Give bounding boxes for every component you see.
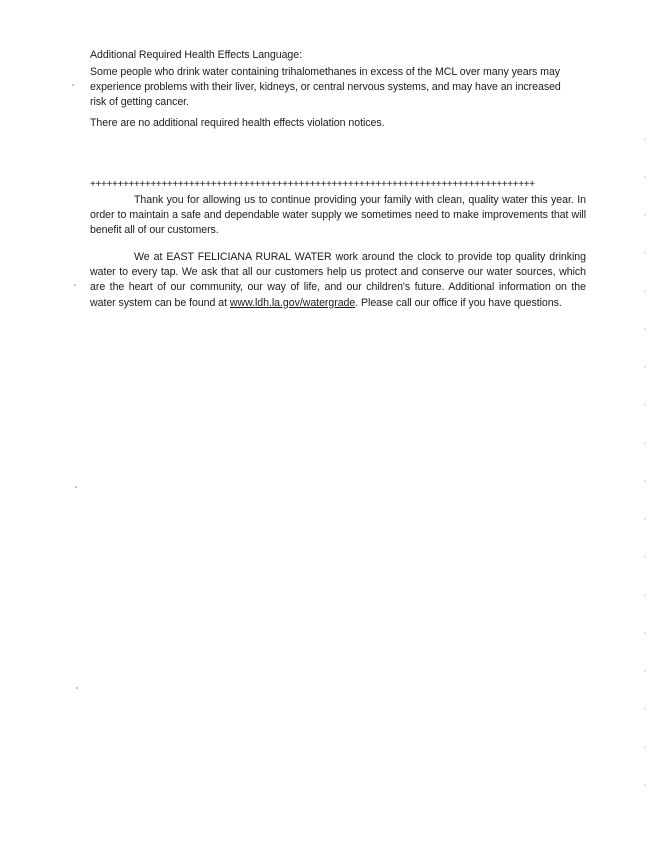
scan-speck [75, 486, 77, 488]
no-violations-notice: There are no additional required health effects violation notices. [90, 117, 385, 129]
plus-sign-divider: +++++++++++++++++++++++++++++++++++++++++++++++++++++++++++++++++++++++++++++++++ [90, 179, 535, 190]
watergrade-link[interactable]: www.ldh.la.gov/watergrade [229, 296, 356, 309]
scan-edge-artifact [640, 120, 650, 800]
closing-paragraph [90, 250, 586, 311]
health-effects-heading: Additional Required Health Effects Language: [90, 49, 302, 61]
closing-text-after-link: . Please call our office if you have questions. [355, 296, 562, 309]
health-effects-paragraph: Some people who drink water containing trihalomethanes in excess of the MCL over many years may experience problems with their liver, kidneys, or central nervous systems, and may have an increased risk of getting cancer. [90, 66, 561, 109]
scan-speck [74, 284, 76, 286]
scan-speck [76, 687, 78, 689]
thank-you-paragraph: Thank you for allowing us to continue providing your family with clean, quality water this year. In order to maintain a safe and dependable water supply we sometimes need to make improvements that will benefit all of our customers. [90, 194, 586, 237]
scan-speck [72, 84, 74, 86]
closing-text-before-link: We at EAST FELICIANA RURAL WATER work around the clock to provide top quality drinking water to every tap. We ask that all our customers help us protect and conserve our water sources, which are the heart of our community, our way of life, and our children's future. Additional information on the water system can be found at [90, 251, 586, 309]
